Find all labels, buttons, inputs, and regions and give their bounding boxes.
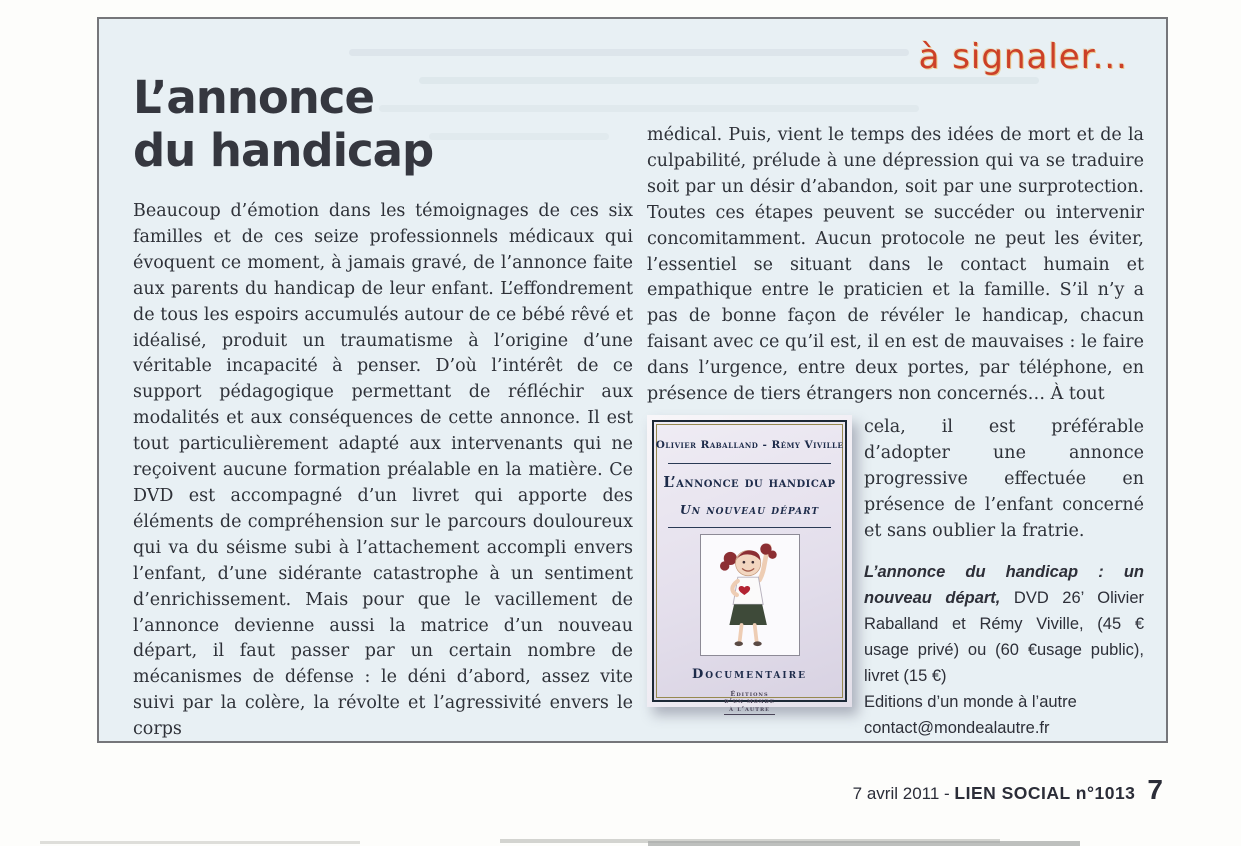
dvd-cover-image: [647, 415, 852, 713]
dvd-publisher-line: d’un monde: [724, 697, 775, 706]
footer-date: 7 avril 2011 -: [852, 784, 955, 803]
caption-publisher: Editions d’un monde à l’autre: [864, 692, 1077, 711]
article-right-column: [647, 123, 1144, 741]
dvd-publisher-line: à l’autre: [729, 704, 770, 713]
bleed-through-artifact: [379, 105, 919, 112]
bleed-through-artifact: [429, 133, 609, 140]
right-column-wrap: [864, 415, 1144, 741]
dvd-caption: [864, 559, 1144, 741]
dvd-publisher-logo: [724, 691, 774, 716]
dvd-subtitle: Un nouveau départ: [679, 501, 820, 517]
article-left-column: Beaucoup d’émotion dans les témoignages de ces six familles et de ces seize professionnels médicaux qui évoquent ce moment, à jamais gravé, de l’annonce faite aux parents du handicap de leur enfant. L’effondrement de tous les espoirs accumulés autour de ce bébé rêvé et idéalisé, produit un traumatisme à l’origine d’une véritable incapacité à penser. D’où l’intérêt de ce support pédagogique permettant de réfléchir aux modalités et aux conséquences de cette annonce. Il est tout particulièrement adapté aux intervenants qui ne reçoivent aucune formation préalable en la matière. Ce DVD est accompagné d’un livret qui apporte des éléments de compréhension sur le parcours douloureux qui va du séisme subi à l’attachement accompli envers l’enfant, d’une sidérante catastrophe à un sentiment d’enrichissement. Mais pour que le vacillement de l’annonce devienne aussi la matrice d’un nouveau départ, il faut passer par un certain nombre de mécanismes de défense : le déni d’abord, assez vite suivi par la colère, la révolte et l’agressivité envers le corps: [133, 201, 633, 740]
caption-title: L’annonce du handicap : un nouveau départ,: [864, 562, 1144, 607]
dvd-cover: [652, 420, 847, 713]
footer-journal-title: LIEN SOCIAL n°1013: [954, 783, 1136, 803]
caption-body: DVD 26’ Olivier Raballand et Rémy Viville, (45 € usage privé) ou (60 €usage public), livret (15 €): [864, 588, 1144, 685]
article-panel: [97, 17, 1168, 743]
article-title-line2: du handicap: [133, 124, 434, 177]
section-header: à signaler...: [918, 37, 1128, 77]
divider: [668, 527, 831, 528]
dvd-illustration-frame: [700, 534, 800, 656]
scan-edge-artifact: [648, 841, 1080, 846]
right-column-paragraph: médical. Puis, vient le temps des idées de mort et de la culpabilité, prélude à une dépression qui va se traduire soit par un désir d’abandon, soit par une surprotection. Toutes ces étapes peuvent se succéder ou intervenir concomitamment. Aucun protocole ne peut les éviter, l’essentiel se situant dans le contact humain et empathique entre le praticien et la famille. S’il n’y a pas de bonne façon de révéler le handicap, chacun faisant avec ce qu’il est, il en est de mauvaises : le faire dans l’urgence, entre deux portes, par téléphone, en présence de tiers étrangers non concernés… À tout: [647, 125, 1144, 405]
girl-illustration-icon: [702, 535, 798, 655]
bleed-through-artifact: [419, 77, 1039, 84]
dvd-title: L’annonce du handicap: [663, 473, 836, 491]
caption-contact-email: contact@mondealautre.fr: [864, 718, 1050, 737]
page-number: 7: [1147, 774, 1163, 805]
article-title: [133, 71, 433, 177]
bleed-through-artifact: [349, 49, 909, 56]
right-column-figure-row: [647, 415, 1144, 741]
dvd-publisher-line: Éditions: [730, 689, 769, 698]
dvd-authors: Olivier Raballand - Rémy Viville: [655, 438, 844, 451]
article-title-line1: L’annonce: [133, 71, 375, 124]
scan-edge-artifact: [40, 841, 360, 844]
page-footer: [853, 774, 1163, 806]
right-column-wrap-paragraph: cela, il est préférable d’adopter une annonce progressive effectuée en présence de l’enfant concerné et sans oublier la fratrie.: [864, 416, 1144, 541]
dvd-genre: Documentaire: [692, 666, 807, 682]
divider: [668, 463, 831, 464]
